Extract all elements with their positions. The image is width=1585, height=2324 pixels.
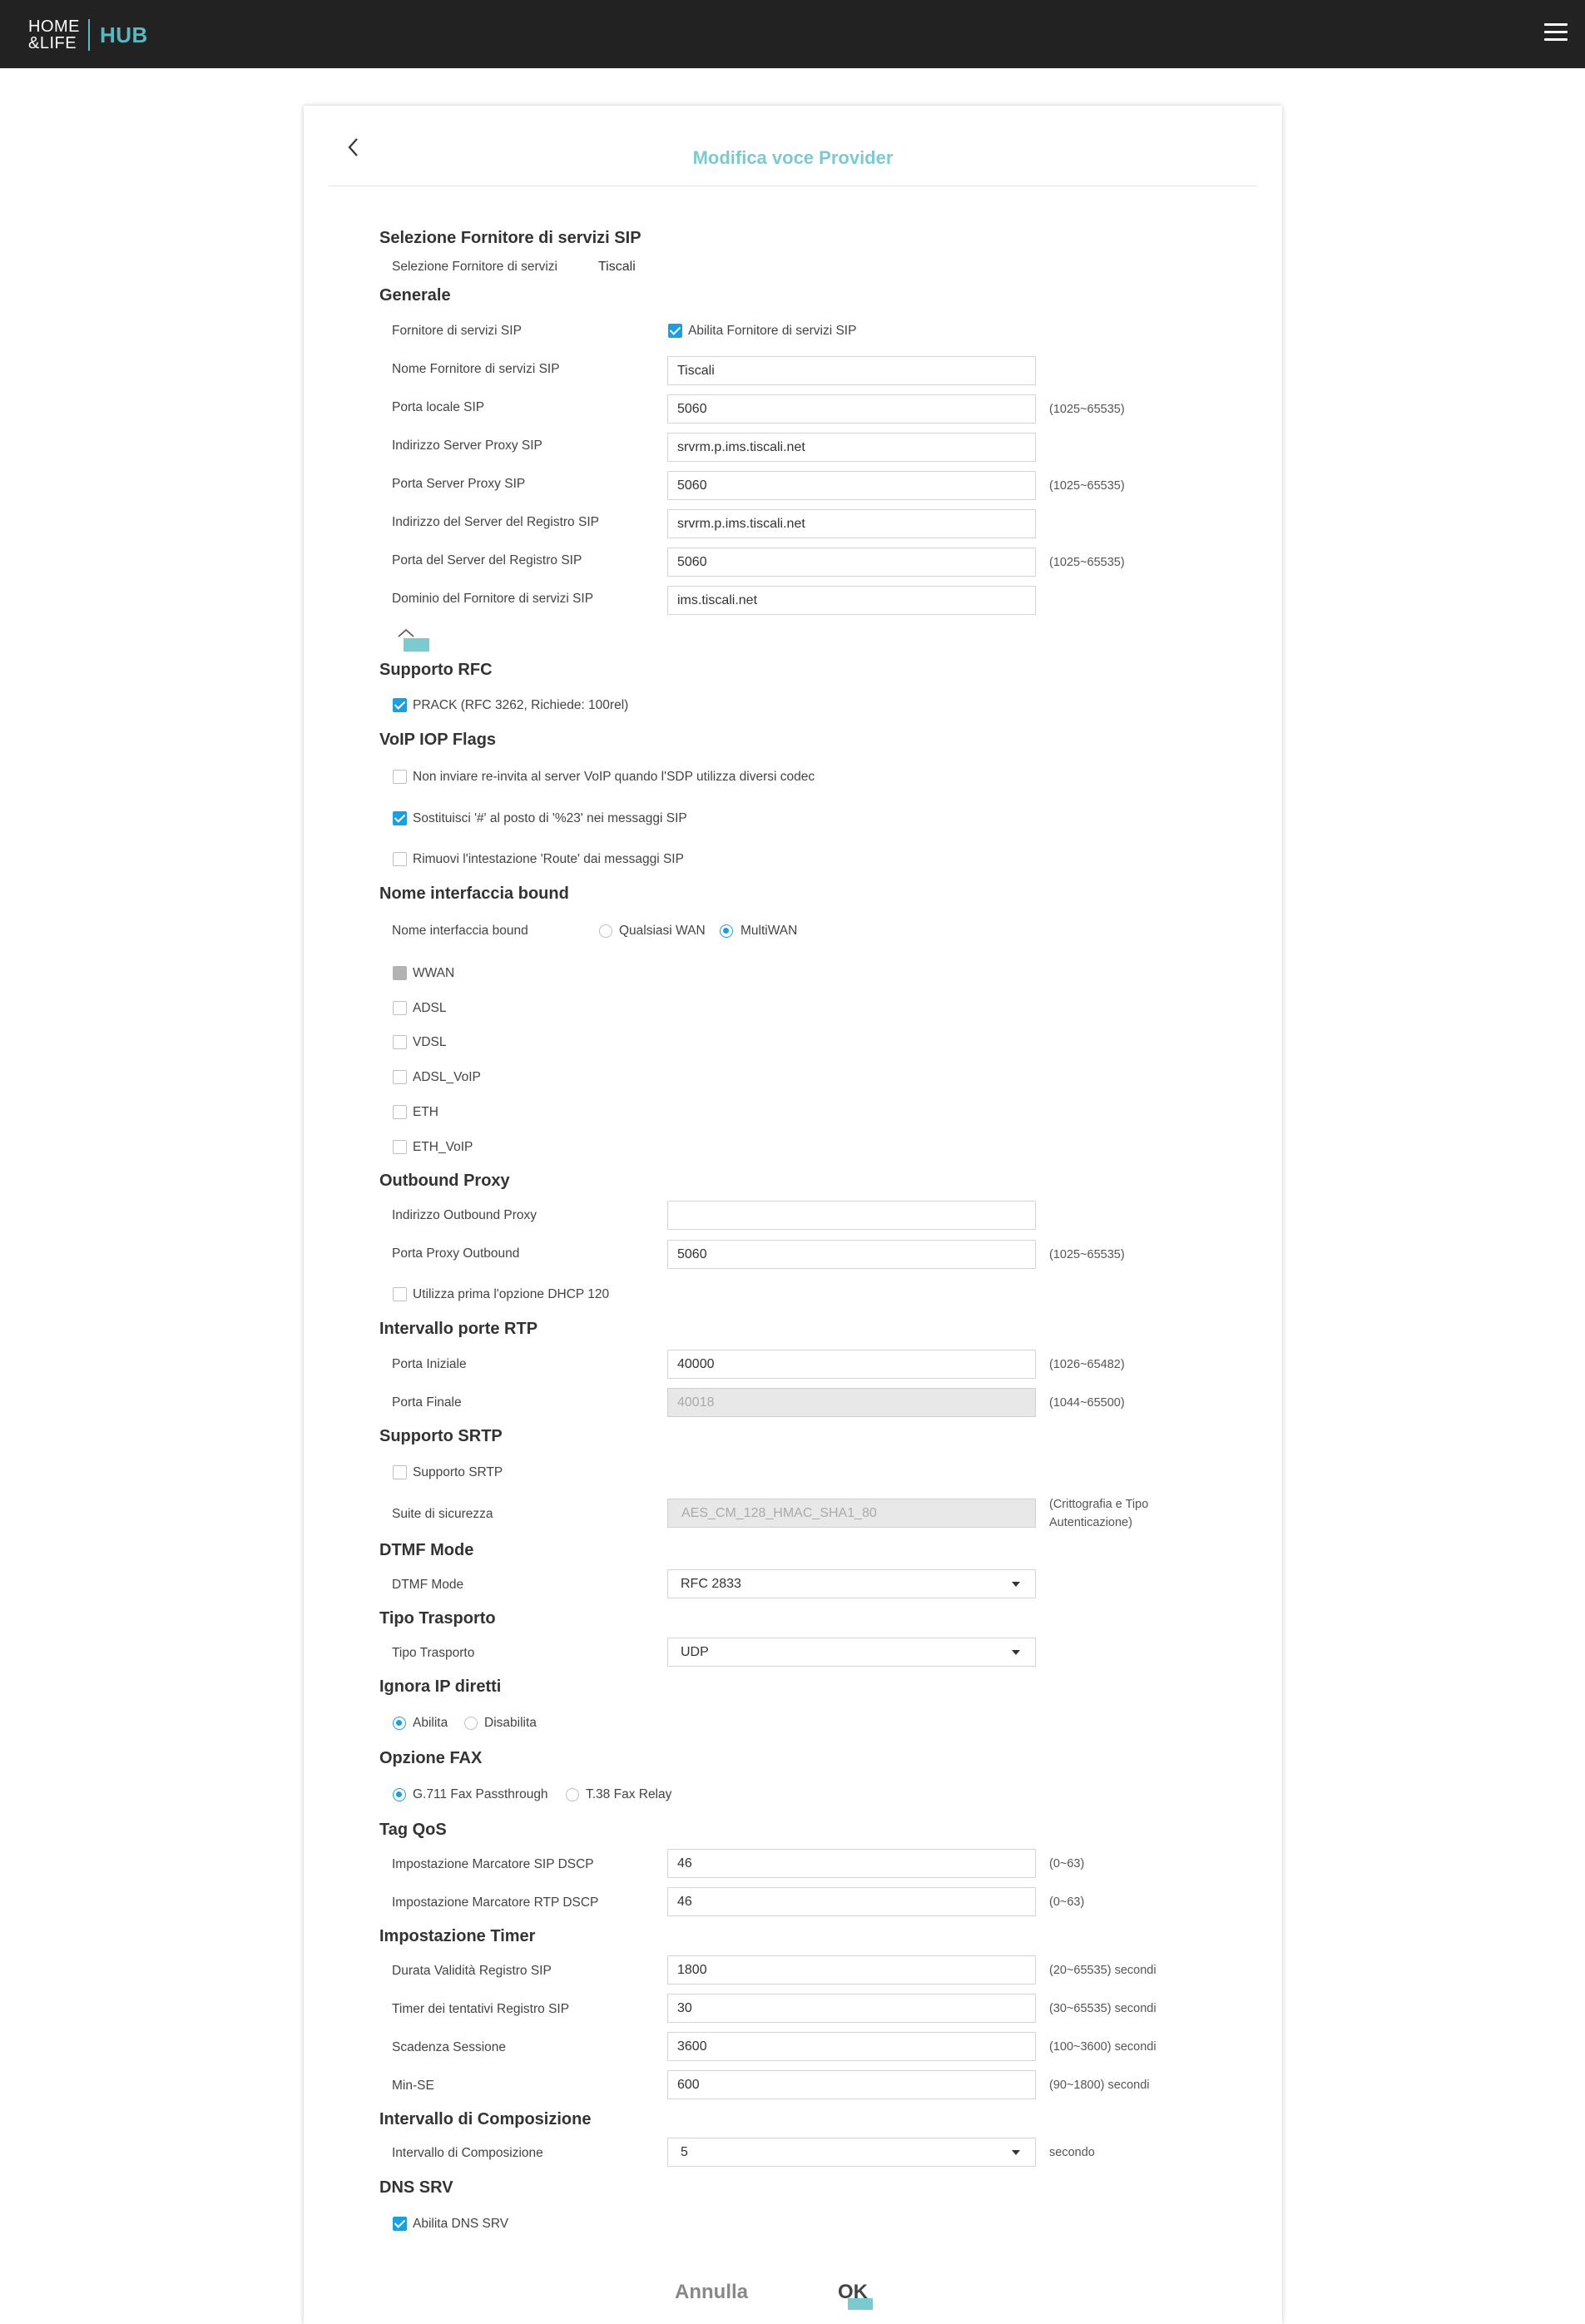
ignore-ip-disable-label: Disabilita <box>484 1716 537 1730</box>
rtp-start-range: (1026~65482) <box>1049 1358 1125 1371</box>
iface-eth-voip-checkbox[interactable] <box>393 1140 407 1154</box>
local-port-range: (1025~65535) <box>1049 403 1125 416</box>
rtp-end-label: Porta Finale <box>392 1395 462 1410</box>
rtp-dscp-range: (0~63) <box>1049 1895 1085 1909</box>
logo-hub-text: HUB <box>100 22 148 47</box>
transport-value: UDP <box>681 1645 709 1659</box>
outbound-address-input[interactable] <box>667 1201 1036 1230</box>
register-retry-range: (30~65535) secondi <box>1049 2002 1157 2015</box>
proxy-address-input[interactable] <box>667 433 1036 462</box>
reinvite-flag-label: Non inviare re-invita al server VoIP quando l'SDP utilizza diversi codec <box>413 770 815 784</box>
provider-domain-input[interactable] <box>667 586 1036 615</box>
outbound-address-label: Indirizzo Outbound Proxy <box>392 1208 537 1222</box>
section-title-srtp: Supporto SRTP <box>379 1427 503 1445</box>
outbound-port-range: (1025~65535) <box>1049 1248 1125 1261</box>
proxy-port-label: Porta Server Proxy SIP <box>392 477 526 491</box>
section-title-sip-provider-select: Selezione Fornitore di servizi SIP <box>379 229 641 247</box>
proxy-address-label: Indirizzo Server Proxy SIP <box>392 439 542 453</box>
dial-interval-unit: secondo <box>1049 2146 1095 2159</box>
ignore-ip-enable-radio[interactable] <box>393 1717 406 1730</box>
dtmf-mode-label: DTMF Mode <box>392 1578 464 1592</box>
dial-interval-label: Intervallo di Composizione <box>392 2146 543 2160</box>
iface-vdsl-label: VDSL <box>413 1035 447 1049</box>
provider-name-input[interactable] <box>667 356 1036 385</box>
provider-select-label: Selezione Fornitore di servizi <box>392 260 558 274</box>
srtp-support-checkbox[interactable] <box>393 1465 407 1479</box>
provider-name-label: Nome Fornitore di servizi SIP <box>392 362 560 376</box>
rtp-dscp-label: Impostazione Marcatore RTP DSCP <box>392 1895 599 1910</box>
registrar-port-input[interactable] <box>667 548 1036 577</box>
section-title-outbound-proxy: Outbound Proxy <box>379 1172 510 1190</box>
min-se-range: (90~1800) secondi <box>1049 2079 1150 2092</box>
provider-enable-label: Fornitore di servizi SIP <box>392 324 522 338</box>
security-suite-input <box>667 1499 1036 1528</box>
register-retry-label: Timer dei tentativi Registro SIP <box>392 2002 570 2016</box>
iface-adsl-checkbox[interactable] <box>393 1001 407 1015</box>
remove-route-label: Rimuovi l'intestazione 'Route' dai messaggi SIP <box>413 852 684 866</box>
section-title-dns-srv: DNS SRV <box>379 2178 453 2197</box>
dns-srv-checkbox[interactable] <box>393 2217 407 2231</box>
iface-eth-checkbox[interactable] <box>393 1105 407 1119</box>
session-expiry-range: (100~3600) secondi <box>1049 2040 1157 2054</box>
section-title-fax: Opzione FAX <box>379 1749 483 1767</box>
proxy-port-range: (1025~65535) <box>1049 479 1125 493</box>
fax-t38-radio[interactable] <box>566 1788 579 1801</box>
collapse-advanced-icon[interactable] <box>396 626 433 652</box>
iface-eth-voip-label: ETH_VoIP <box>413 1140 473 1154</box>
home-life-hub-logo[interactable] <box>28 17 148 53</box>
hash-replace-label: Sostituisci '#' al posto di '%23' nei messaggi SIP <box>413 811 687 825</box>
rtp-start-input[interactable] <box>667 1350 1036 1379</box>
transport-select[interactable] <box>667 1638 1036 1667</box>
prack-label: PRACK (RFC 3262, Richiede: 100rel) <box>413 698 629 712</box>
iface-wwan-checkbox[interactable] <box>393 966 407 980</box>
local-port-label: Porta locale SIP <box>392 400 485 414</box>
ignore-ip-disable-radio[interactable] <box>464 1717 478 1730</box>
section-title-bound-interface: Nome interfaccia bound <box>379 885 569 903</box>
rtp-dscp-input[interactable] <box>667 1887 1036 1916</box>
sip-dscp-label: Impostazione Marcatore SIP DSCP <box>392 1857 594 1871</box>
fax-g711-label: G.711 Fax Passthrough <box>413 1787 548 1801</box>
rtp-start-label: Porta Iniziale <box>392 1357 467 1371</box>
multiwan-label: MultiWAN <box>740 924 798 938</box>
chevron-down-icon <box>1012 1582 1020 1587</box>
dtmf-mode-select[interactable] <box>667 1569 1036 1598</box>
dial-interval-select[interactable] <box>667 2138 1036 2167</box>
iface-eth-label: ETH <box>413 1105 438 1119</box>
dial-interval-value: 5 <box>681 2145 688 2159</box>
register-retry-input[interactable] <box>667 1994 1036 2023</box>
any-wan-radio[interactable] <box>599 924 612 938</box>
iface-adsl-voip-label: ADSL_VoIP <box>413 1070 481 1084</box>
iface-wwan-label: WWAN <box>413 966 455 980</box>
logo-home-text: HOME <box>28 17 80 36</box>
chevron-down-icon <box>1012 1650 1020 1655</box>
min-se-label: Min-SE <box>392 2079 434 2093</box>
ok-button[interactable]: OK <box>799 2280 907 2305</box>
iface-adsl-voip-checkbox[interactable] <box>393 1070 407 1084</box>
registrar-address-label: Indirizzo del Server del Registro SIP <box>392 515 599 529</box>
register-expiry-input[interactable] <box>667 1955 1036 1985</box>
sip-dscp-range: (0~63) <box>1049 1857 1085 1871</box>
registrar-port-label: Porta del Server del Registro SIP <box>392 553 582 567</box>
hash-replace-checkbox[interactable] <box>393 811 407 825</box>
remove-route-checkbox[interactable] <box>393 852 407 866</box>
srtp-support-label: Supporto SRTP <box>413 1465 503 1479</box>
any-wan-label: Qualsiasi WAN <box>619 924 706 938</box>
section-title-timer: Impostazione Timer <box>379 1927 536 1945</box>
rtp-end-range: (1044~65500) <box>1049 1396 1125 1410</box>
security-suite-label: Suite di sicurezza <box>392 1507 493 1521</box>
section-title-voip-iop: VoIP IOP Flags <box>379 731 497 749</box>
registrar-address-input[interactable] <box>667 509 1036 538</box>
register-expiry-label: Durata Validità Registro SIP <box>392 1964 552 1978</box>
iface-adsl-label: ADSL <box>413 1001 447 1015</box>
hamburger-menu-icon[interactable] <box>1544 23 1568 43</box>
ignore-ip-enable-label: Abilita <box>413 1716 448 1730</box>
prack-checkbox[interactable] <box>393 698 407 712</box>
proxy-port-input[interactable] <box>667 471 1036 500</box>
enable-provider-checkbox[interactable] <box>668 324 682 338</box>
local-port-input[interactable] <box>667 394 1036 424</box>
section-title-qos: Tag QoS <box>379 1821 447 1839</box>
page-title: Modifica voce Provider <box>692 147 894 168</box>
cancel-button[interactable]: Annulla <box>649 2280 774 2305</box>
dtmf-mode-value: RFC 2833 <box>681 1577 741 1591</box>
logo-wordmark <box>28 18 80 52</box>
provider-domain-label: Dominio del Fornitore di servizi SIP <box>392 592 594 606</box>
section-title-rtp: Intervallo porte RTP <box>379 1320 538 1338</box>
fax-t38-label: T.38 Fax Relay <box>586 1787 672 1801</box>
logo-divider <box>88 19 90 51</box>
multiwan-radio[interactable] <box>720 924 733 938</box>
transport-label: Tipo Trasporto <box>392 1646 475 1660</box>
dhcp-option-label: Utilizza prima l'opzione DHCP 120 <box>413 1287 610 1301</box>
dhcp-option-checkbox[interactable] <box>393 1287 407 1301</box>
reinvite-flag-checkbox[interactable] <box>393 770 407 784</box>
registrar-port-range: (1025~65535) <box>1049 556 1125 569</box>
register-expiry-range: (20~65535) secondi <box>1049 1964 1157 1977</box>
section-title-ignore-ip: Ignora IP diretti <box>379 1677 502 1696</box>
security-suite-hint-2: Autenticazione) <box>1049 1516 1132 1529</box>
section-title-transport: Tipo Trasporto <box>379 1609 496 1628</box>
sip-dscp-input[interactable] <box>667 1849 1036 1878</box>
security-suite-hint-1: (Crittografia e Tipo <box>1049 1498 1149 1511</box>
section-title-general: Generale <box>379 286 451 305</box>
session-expiry-input[interactable] <box>667 2032 1036 2061</box>
section-title-dtmf: DTMF Mode <box>379 1541 474 1559</box>
iface-vdsl-checkbox[interactable] <box>393 1035 407 1049</box>
chevron-down-icon <box>1012 2150 1020 2155</box>
session-expiry-label: Scadenza Sessione <box>392 2040 507 2054</box>
section-title-rfc: Supporto RFC <box>379 661 493 679</box>
logo-life-text: &LIFE <box>28 34 77 52</box>
top-navigation-bar <box>0 0 1585 68</box>
outbound-port-input[interactable] <box>667 1240 1036 1269</box>
bound-interface-label: Nome interfaccia bound <box>392 924 528 938</box>
section-title-dial-interval: Intervallo di Composizione <box>379 2110 592 2128</box>
dns-srv-label: Abilita DNS SRV <box>413 2217 509 2231</box>
min-se-input[interactable] <box>667 2070 1036 2099</box>
rtp-end-input <box>667 1388 1036 1417</box>
enable-provider-option-label: Abilita Fornitore di servizi SIP <box>688 324 857 338</box>
provider-select-value: Tiscali <box>598 260 636 274</box>
fax-g711-radio[interactable] <box>393 1788 406 1801</box>
outbound-port-label: Porta Proxy Outbound <box>392 1246 520 1261</box>
